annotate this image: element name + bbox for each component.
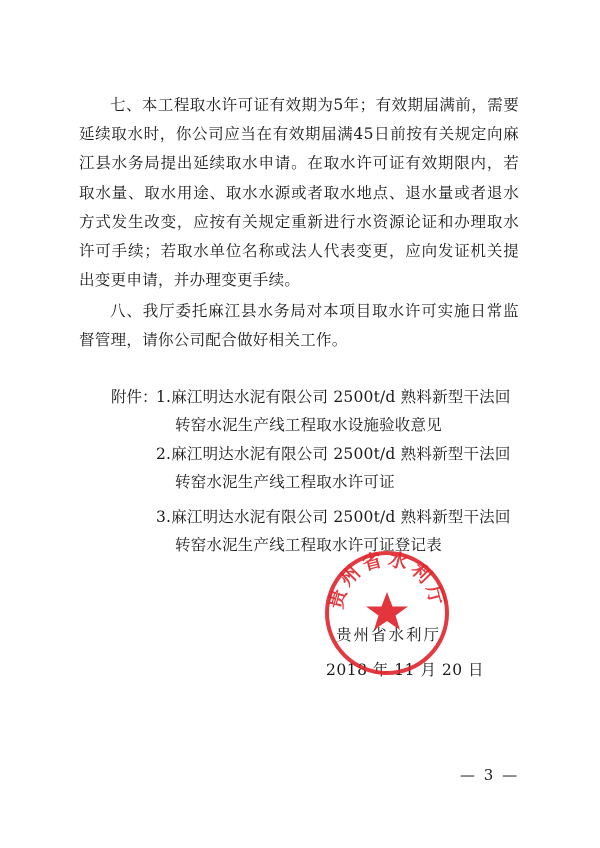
issuer-name: 贵州省水利厅: [336, 626, 442, 644]
attachments-label: 附件：: [111, 388, 158, 406]
paragraph-eight: 八、我厅委托麻江县水务局对本项目取水许可实施日常监督管理，请你公司配合做好相关工作。: [79, 302, 519, 350]
attachment-number: 2.: [156, 445, 172, 463]
page-number: — 3 —: [460, 766, 520, 784]
attachment-number: 3.: [156, 508, 172, 526]
attachment-line-2: 转窑水泥生产线工程取水许可证登记表: [175, 536, 442, 554]
paragraph-seven: 七、本工程取水许可证有效期为5年；有效期届满前，需要延续取水时，你公司应当在有效期届满45日前按有关规定向麻江县水务局提出延续取水申请。在取水许可证有效期限内，若取水量、取水用途、取水水源或者取水地点、退水量或者退水方式发生改变，应按有关规定重新进行水资源论证和办理取水许可手续；若取水单位名称或法人代表变更，应向发证机关提出变更申请，并办理变更手续。: [79, 96, 519, 290]
attachment-number: 1.: [156, 388, 172, 406]
attachment-item-1: [156, 383, 526, 439]
official-seal-icon: [322, 548, 452, 678]
attachment-line-2: 转窑水泥生产线工程取水设施验收意见: [175, 416, 442, 434]
attachment-item-2: [156, 440, 526, 496]
issue-date: 2018 年 11 月 20 日: [326, 661, 485, 679]
attachment-line-1: 麻江明达水泥有限公司 2500t/d 熟料新型干法回: [171, 445, 511, 463]
attachment-line-2: 转窑水泥生产线工程取水许可证: [175, 473, 395, 491]
attachment-line-1: 麻江明达水泥有限公司 2500t/d 熟料新型干法回: [171, 388, 511, 406]
attachment-line-1: 麻江明达水泥有限公司 2500t/d 熟料新型干法回: [171, 508, 511, 526]
seal-text: 贵州省水利厅: [325, 548, 449, 612]
